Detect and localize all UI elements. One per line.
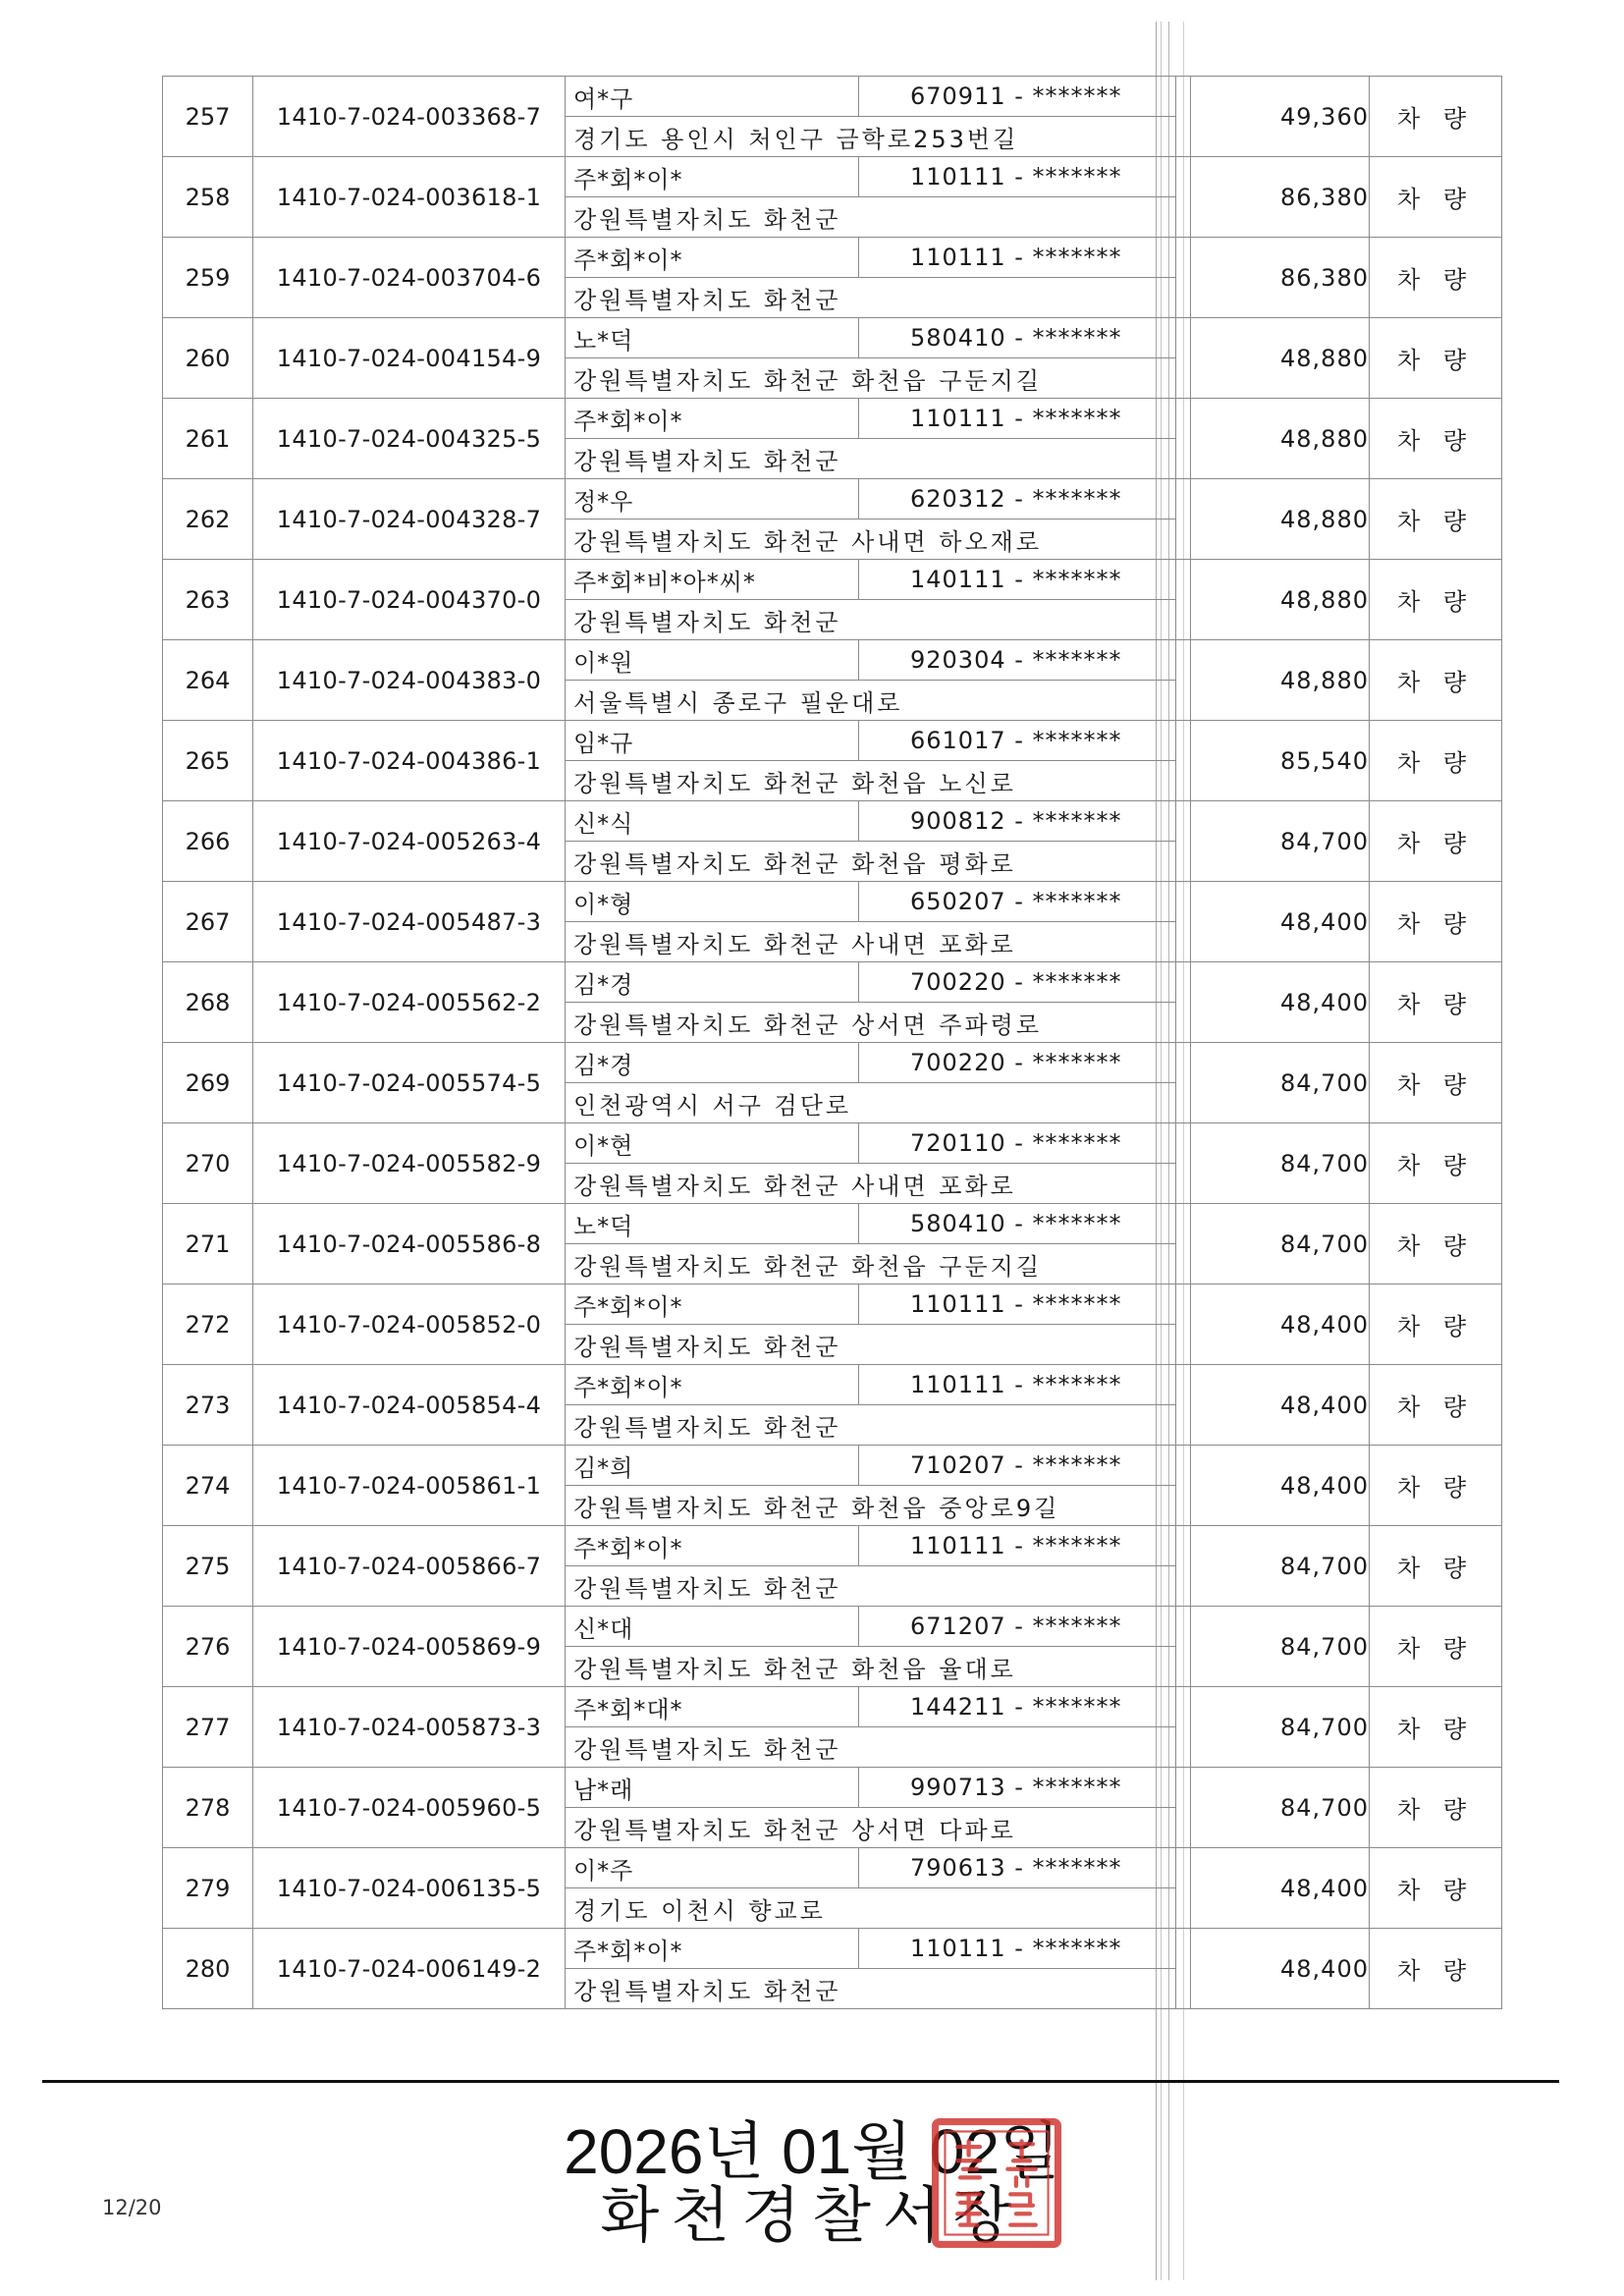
table-row [163,1285,1502,1365]
issue-date: 2026년 01월 02일 [564,2116,1060,2187]
owner-address: 강원특별자치도 화천군 화천읍 구둔지길 [573,1252,1043,1281]
amount: 49,360 [1191,77,1370,157]
account-number: 1410-7-024-006149-2 [253,1929,566,2009]
amount: 48,880 [1191,479,1370,560]
item-type: 차 량 [1370,640,1502,721]
account-number: 1410-7-024-003368-7 [253,77,566,157]
owner-address: 강원특별자치도 화천군 [573,1413,841,1442]
record-number: 258 [163,157,253,238]
footer-divider [42,2080,1559,2083]
account-number: 1410-7-024-006135-5 [253,1848,566,1929]
record-number: 273 [163,1365,253,1446]
owner-name: 임*규 [566,721,859,760]
item-type: 차 량 [1370,1123,1502,1204]
owner-cell [566,1123,1176,1204]
owner-address: 강원특별자치도 화천군 사내면 포화로 [573,1172,1016,1200]
item-type: 차 량 [1370,1285,1502,1365]
table-row [163,1687,1502,1768]
records-body [163,77,1502,2009]
amount: 86,380 [1191,238,1370,318]
owner-address: 강원특별자치도 화천군 [573,1735,841,1764]
amount: 48,880 [1191,399,1370,479]
owner-name: 주*회*이* [566,399,859,438]
record-number: 269 [163,1043,253,1123]
column-gap [1176,1848,1191,1929]
amount: 84,700 [1191,801,1370,882]
item-type: 차 량 [1370,1365,1502,1446]
account-number: 1410-7-024-004370-0 [253,560,566,640]
amount: 84,700 [1191,1607,1370,1687]
resident-number: 661017 - ******* [910,727,1122,754]
account-number: 1410-7-024-005960-5 [253,1768,566,1848]
owner-cell [566,77,1176,157]
resident-number: 900812 - ******* [910,807,1122,835]
column-gap [1176,1365,1191,1446]
item-type: 차 량 [1370,560,1502,640]
amount: 85,540 [1191,721,1370,801]
table-row [163,238,1502,318]
amount: 84,700 [1191,1526,1370,1607]
resident-number: 700220 - ******* [910,1049,1122,1076]
resident-number: 110111 - ******* [910,163,1122,191]
owner-name: 주*회*이* [566,1526,859,1565]
table-row [163,640,1502,721]
column-gap [1176,1526,1191,1607]
table-row [163,1043,1502,1123]
owner-cell [566,1929,1176,2009]
table-row [163,560,1502,640]
owner-cell [566,801,1176,882]
resident-number: 110111 - ******* [910,1290,1122,1318]
item-type: 차 량 [1370,318,1502,399]
resident-number: 110111 - ******* [910,244,1122,271]
owner-name: 주*회*이* [566,238,859,277]
owner-cell [566,1446,1176,1526]
page-number: 12/20 [102,2196,162,2219]
record-number: 268 [163,962,253,1043]
owner-name: 노*덕 [566,1204,859,1243]
table-row [163,157,1502,238]
table-row [163,479,1502,560]
amount: 48,400 [1191,1848,1370,1929]
table-row [163,801,1502,882]
table-row [163,1848,1502,1929]
resident-number: 110111 - ******* [910,405,1122,432]
account-number: 1410-7-024-005562-2 [253,962,566,1043]
owner-name: 신*대 [566,1607,859,1646]
column-gap [1176,560,1191,640]
column-gap [1176,479,1191,560]
table-row [163,1446,1502,1526]
amount: 48,400 [1191,1929,1370,2009]
amount: 48,880 [1191,640,1370,721]
owner-address: 강원특별자치도 화천군 화천읍 율대로 [573,1655,1016,1683]
owner-name: 김*희 [566,1446,859,1485]
owner-name: 김*경 [566,962,859,1002]
table-row [163,77,1502,157]
column-gap [1176,640,1191,721]
record-number: 267 [163,882,253,962]
item-type: 차 량 [1370,1446,1502,1526]
owner-name: 주*회*대* [566,1687,859,1726]
amount: 84,700 [1191,1768,1370,1848]
column-gap [1176,1687,1191,1768]
item-type: 차 량 [1370,1204,1502,1285]
item-type: 차 량 [1370,801,1502,882]
owner-address: 경기도 이천시 향교로 [573,1896,826,1925]
owner-cell [566,1687,1176,1768]
table-row [163,1929,1502,2009]
owner-address: 서울특별시 종로구 필운대로 [573,688,903,717]
owner-name: 남*래 [566,1768,859,1807]
column-gap [1176,238,1191,318]
item-type: 차 량 [1370,479,1502,560]
account-number: 1410-7-024-004328-7 [253,479,566,560]
account-number: 1410-7-024-003618-1 [253,157,566,238]
column-gap [1176,721,1191,801]
item-type: 차 량 [1370,157,1502,238]
resident-number: 670911 - ******* [910,82,1122,110]
column-gap [1176,157,1191,238]
account-number: 1410-7-024-004383-0 [253,640,566,721]
amount: 48,880 [1191,318,1370,399]
item-type: 차 량 [1370,77,1502,157]
item-type: 차 량 [1370,721,1502,801]
amount: 48,400 [1191,882,1370,962]
owner-address: 강원특별자치도 화천군 [573,1574,841,1603]
table-row [163,1607,1502,1687]
account-number: 1410-7-024-005586-8 [253,1204,566,1285]
account-number: 1410-7-024-003704-6 [253,238,566,318]
owner-cell [566,1365,1176,1446]
column-gap [1176,318,1191,399]
resident-number: 990713 - ******* [910,1774,1122,1801]
account-number: 1410-7-024-005869-9 [253,1607,566,1687]
owner-cell [566,882,1176,962]
record-number: 262 [163,479,253,560]
item-type: 차 량 [1370,1768,1502,1848]
account-number: 1410-7-024-005852-0 [253,1285,566,1365]
account-number: 1410-7-024-004154-9 [253,318,566,399]
column-gap [1176,1929,1191,2009]
owner-address: 강원특별자치도 화천군 [573,1333,841,1361]
column-gap [1176,1285,1191,1365]
column-gap [1176,882,1191,962]
account-number: 1410-7-024-004325-5 [253,399,566,479]
owner-address: 강원특별자치도 화천군 [573,286,841,314]
amount: 48,880 [1191,560,1370,640]
record-number: 276 [163,1607,253,1687]
owner-name: 여*구 [566,77,859,116]
record-number: 280 [163,1929,253,2009]
column-gap [1176,1043,1191,1123]
resident-number: 620312 - ******* [910,485,1122,513]
item-type: 차 량 [1370,1043,1502,1123]
owner-cell [566,157,1176,238]
column-gap [1176,801,1191,882]
resident-number: 580410 - ******* [910,1210,1122,1237]
owner-name: 주*회*비*아*씨* [566,560,859,599]
owner-cell [566,1768,1176,1848]
amount: 84,700 [1191,1204,1370,1285]
amount: 48,400 [1191,1365,1370,1446]
owner-cell [566,238,1176,318]
record-number: 266 [163,801,253,882]
account-number: 1410-7-024-005861-1 [253,1446,566,1526]
owner-name: 노*덕 [566,318,859,357]
item-type: 차 량 [1370,882,1502,962]
amount: 48,400 [1191,962,1370,1043]
resident-number: 720110 - ******* [910,1129,1122,1157]
account-number: 1410-7-024-005582-9 [253,1123,566,1204]
owner-address: 강원특별자치도 화천군 사내면 하오재로 [573,527,1043,556]
record-number: 275 [163,1526,253,1607]
record-number: 270 [163,1123,253,1204]
resident-number: 671207 - ******* [910,1613,1122,1640]
owner-name: 주*회*이* [566,157,859,196]
record-number: 272 [163,1285,253,1365]
table-row [163,318,1502,399]
record-number: 265 [163,721,253,801]
owner-address: 강원특별자치도 화천군 [573,205,841,234]
records-table [162,76,1502,2009]
account-number: 1410-7-024-004386-1 [253,721,566,801]
account-number: 1410-7-024-005866-7 [253,1526,566,1607]
table-row [163,721,1502,801]
item-type: 차 량 [1370,962,1502,1043]
owner-name: 신*식 [566,801,859,841]
column-gap [1176,1123,1191,1204]
resident-number: 110111 - ******* [910,1935,1122,1962]
table-row [163,399,1502,479]
table-row [163,1123,1502,1204]
item-type: 차 량 [1370,1526,1502,1607]
owner-name: 이*원 [566,640,859,680]
item-type: 차 량 [1370,1929,1502,2009]
owner-address: 강원특별자치도 화천군 화천읍 중앙로9길 [573,1494,1060,1522]
owner-address: 강원특별자치도 화천군 [573,447,841,475]
owner-cell [566,1204,1176,1285]
table-row [163,1365,1502,1446]
owner-cell [566,399,1176,479]
official-seal-stamp [927,2113,1066,2253]
column-gap [1176,1768,1191,1848]
owner-address: 강원특별자치도 화천군 사내면 포화로 [573,930,1016,958]
column-gap [1176,1204,1191,1285]
resident-number: 140111 - ******* [910,566,1122,593]
owner-name: 주*회*이* [566,1929,859,1968]
account-number: 1410-7-024-005487-3 [253,882,566,962]
owner-name: 주*회*이* [566,1285,859,1324]
account-number: 1410-7-024-005263-4 [253,801,566,882]
item-type: 차 량 [1370,1687,1502,1768]
amount: 84,700 [1191,1043,1370,1123]
owner-cell [566,962,1176,1043]
owner-cell [566,640,1176,721]
amount: 84,700 [1191,1687,1370,1768]
record-number: 279 [163,1848,253,1929]
item-type: 차 량 [1370,399,1502,479]
owner-cell [566,1848,1176,1929]
record-number: 261 [163,399,253,479]
owner-cell [566,1285,1176,1365]
record-number: 271 [163,1204,253,1285]
record-number: 263 [163,560,253,640]
account-number: 1410-7-024-005873-3 [253,1687,566,1768]
resident-number: 110111 - ******* [910,1371,1122,1398]
owner-address: 경기도 용인시 처인구 금학로253번길 [573,125,1019,153]
owner-cell [566,318,1176,399]
amount: 86,380 [1191,157,1370,238]
table-row [163,1204,1502,1285]
owner-cell [566,1607,1176,1687]
owner-cell [566,479,1176,560]
owner-address: 인천광역시 서구 검단로 [573,1091,852,1120]
owner-address: 강원특별자치도 화천군 화천읍 구둔지길 [573,366,1043,395]
resident-number: 790613 - ******* [910,1854,1122,1882]
column-gap [1176,77,1191,157]
item-type: 차 량 [1370,1607,1502,1687]
owner-cell [566,1043,1176,1123]
amount: 48,400 [1191,1285,1370,1365]
record-number: 257 [163,77,253,157]
owner-cell [566,1526,1176,1607]
record-number: 277 [163,1687,253,1768]
owner-name: 주*회*이* [566,1365,859,1404]
owner-name: 김*경 [566,1043,859,1082]
amount: 48,400 [1191,1446,1370,1526]
record-number: 274 [163,1446,253,1526]
resident-number: 710207 - ******* [910,1451,1122,1479]
item-type: 차 량 [1370,238,1502,318]
resident-number: 650207 - ******* [910,888,1122,915]
owner-address: 강원특별자치도 화천군 화천읍 평화로 [573,849,1016,878]
record-number: 259 [163,238,253,318]
resident-number: 580410 - ******* [910,324,1122,352]
owner-name: 이*주 [566,1848,859,1887]
column-gap [1176,962,1191,1043]
owner-name: 정*우 [566,479,859,519]
owner-name: 이*형 [566,882,859,921]
owner-cell [566,721,1176,801]
table-row [163,1526,1502,1607]
column-gap [1176,1607,1191,1687]
owner-address: 강원특별자치도 화천군 화천읍 노신로 [573,769,1016,797]
owner-address: 강원특별자치도 화천군 [573,608,841,636]
issuer-title: 화천경찰서장 [600,2182,1024,2250]
item-type: 차 량 [1370,1848,1502,1929]
table-row [163,1768,1502,1848]
resident-number: 920304 - ******* [910,646,1122,674]
record-number: 278 [163,1768,253,1848]
owner-address: 강원특별자치도 화천군 상서면 다파로 [573,1816,1016,1844]
owner-address: 강원특별자치도 화천군 상서면 주파령로 [573,1011,1043,1039]
owner-cell [566,560,1176,640]
column-gap [1176,399,1191,479]
resident-number: 110111 - ******* [910,1532,1122,1559]
account-number: 1410-7-024-005574-5 [253,1043,566,1123]
amount: 84,700 [1191,1123,1370,1204]
owner-name: 이*현 [566,1123,859,1163]
resident-number: 700220 - ******* [910,968,1122,996]
record-number: 264 [163,640,253,721]
record-number: 260 [163,318,253,399]
table-row [163,882,1502,962]
account-number: 1410-7-024-005854-4 [253,1365,566,1446]
table-row [163,962,1502,1043]
column-gap [1176,1446,1191,1526]
resident-number: 144211 - ******* [910,1693,1122,1721]
owner-address: 강원특별자치도 화천군 [573,1977,841,2005]
